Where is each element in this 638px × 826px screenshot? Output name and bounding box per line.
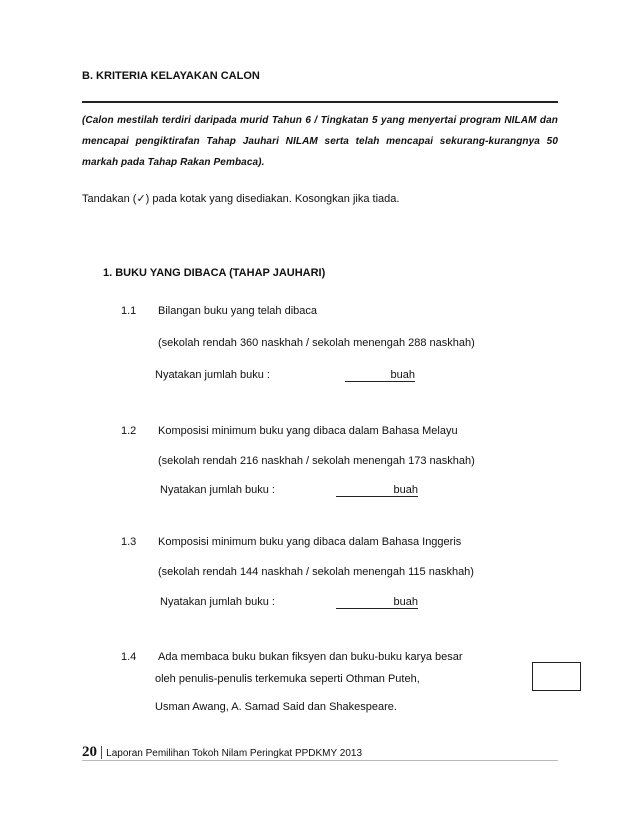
count-prompt: Nyatakan jumlah buku : — [155, 369, 270, 381]
instruction-post: ) pada kotak yang disediakan. Kosongkan jika tiada. — [145, 193, 400, 205]
item-title: Komposisi minimum buku yang dibaca dalam Bahasa Inggeris — [158, 536, 462, 548]
item-title: Komposisi minimum buku yang dibaca dalam Bahasa Melayu — [158, 425, 458, 437]
count-unit: buah — [345, 369, 415, 382]
item-detail: (sekolah rendah 144 naskhah / sekolah menengah 115 naskhah) — [158, 566, 474, 578]
eligibility-note: (Calon mestilah terdiri daripada murid Tahun 6 / Tingkatan 5 yang menyertai program NILAM dan mencapai pengiktirafan Tahap Jauhari NILAM serta telah mencapai sekurang-kurangnya 50 markah pada Tahap Rakan Pembaca). — [82, 115, 558, 168]
page-number: 20 — [82, 744, 97, 760]
section-divider — [82, 101, 558, 103]
footer-divider — [82, 760, 558, 761]
count-prompt: Nyatakan jumlah buku : — [160, 484, 275, 496]
instruction-text — [82, 192, 399, 205]
check-mark-icon: ✓ — [136, 193, 146, 205]
instruction-pre: Tandakan ( — [82, 193, 137, 205]
book-count-field[interactable] — [345, 369, 415, 382]
count-prompt: Nyatakan jumlah buku : — [160, 596, 275, 608]
book-count-field[interactable] — [336, 596, 418, 609]
count-unit: buah — [336, 596, 418, 609]
item-number: 1.4 — [121, 651, 137, 663]
item-title: Bilangan buku yang telah dibaca — [158, 305, 318, 317]
item-detail: (sekolah rendah 216 naskhah / sekolah menengah 173 naskhah) — [158, 455, 475, 467]
book-count-field[interactable] — [336, 484, 418, 497]
item-number: 1.2 — [121, 425, 137, 437]
item-number: 1.1 — [121, 305, 137, 317]
item-detail-line: Usman Awang, A. Samad Said dan Shakespeare. — [155, 701, 397, 713]
footer-separator: | — [100, 744, 104, 760]
item-title: Ada membaca buku bukan fiksyen dan buku-buku karya besar — [158, 651, 463, 663]
count-unit: buah — [336, 484, 418, 497]
subsection-heading: 1. BUKU YANG DIBACA (TAHAP JAUHARI) — [103, 267, 326, 279]
item-detail-line: oleh penulis-penulis terkemuka seperti Othman Puteh, — [155, 673, 420, 685]
item-detail: (sekolah rendah 360 naskhah / sekolah menengah 288 naskhah) — [158, 337, 475, 349]
section-heading: B. KRITERIA KELAYAKAN CALON — [82, 70, 260, 82]
non-fiction-checkbox[interactable] — [532, 662, 581, 691]
footer-text: Laporan Pemilihan Tokoh Nilam Peringkat PPDKMY 2013 — [106, 748, 363, 759]
item-number: 1.3 — [121, 536, 137, 548]
